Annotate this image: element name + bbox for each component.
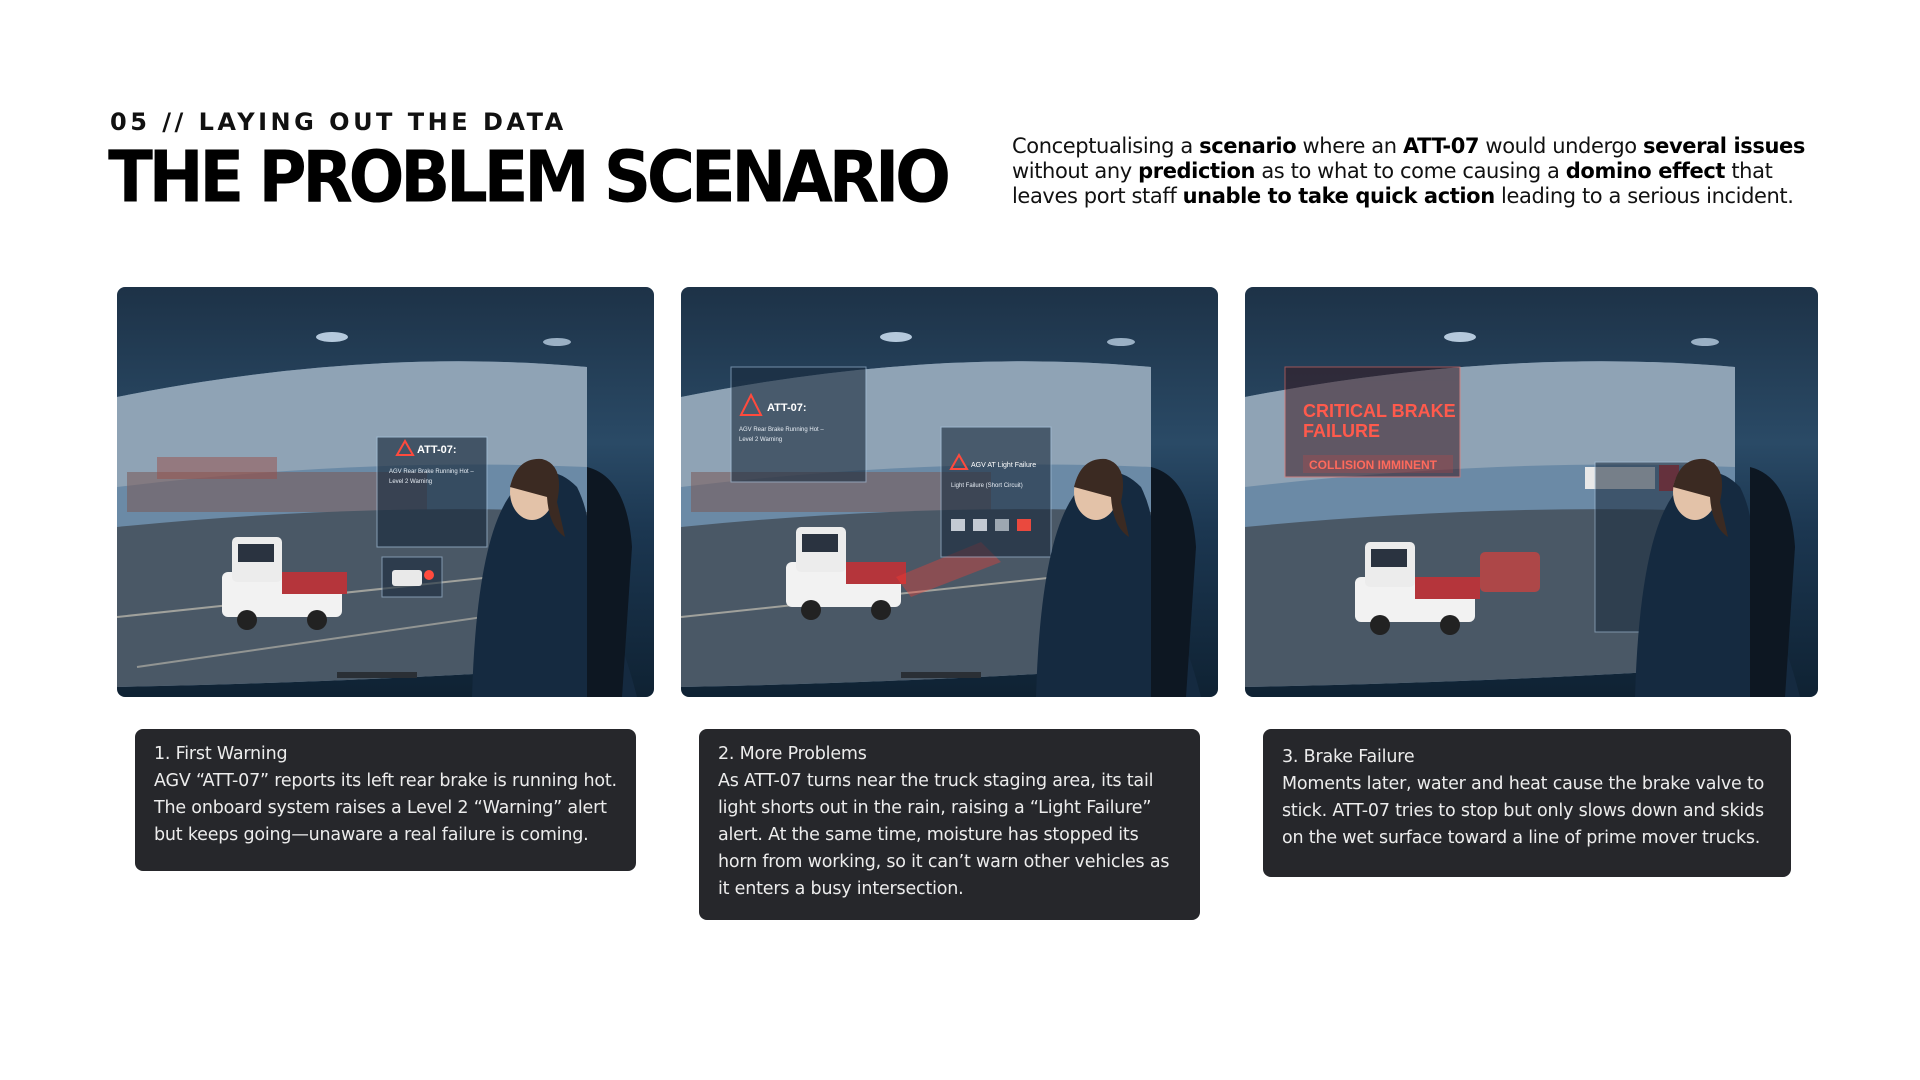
svg-text:Level 2 Warning: Level 2 Warning bbox=[389, 479, 433, 485]
intro-text: leading to a serious incident. bbox=[1494, 184, 1794, 208]
caption-body: AGV “ATT-07” reports its left rear brake is running hot. The onboard system raises a Level 2 “Warning” alert but keeps going—unaware a real failure is coming. bbox=[154, 771, 617, 845]
caption-body: Moments later, water and heat cause the brake valve to stick. ATT-07 tries to stop but only slows down and skids on the wet surface toward a line of prime mover trucks. bbox=[1282, 774, 1765, 848]
caption-first-warning bbox=[135, 729, 636, 871]
page-title: THE PROBLEM SCENARIO bbox=[108, 135, 947, 219]
caption-brake-failure bbox=[1263, 729, 1791, 877]
intro-text: without any bbox=[1012, 159, 1139, 183]
critical-alert-text: CRITICAL BRAKE bbox=[1303, 401, 1456, 421]
intro-text: Conceptualising a bbox=[1012, 134, 1200, 158]
intro-emphasis: ATT-07 bbox=[1402, 134, 1480, 158]
scenario-image-first-warning bbox=[117, 287, 654, 697]
svg-text:COLLISION IMMINENT: COLLISION IMMINENT bbox=[1309, 458, 1437, 472]
scenario-image-brake-failure bbox=[1245, 287, 1818, 697]
alert-title-text: ATT-07: bbox=[417, 444, 457, 456]
intro-text: where an bbox=[1296, 134, 1403, 158]
scenario-image-more-problems bbox=[681, 287, 1218, 697]
caption-more-problems bbox=[699, 729, 1200, 920]
svg-text:AGV Rear Brake Running Hot –: AGV Rear Brake Running Hot – bbox=[739, 427, 824, 433]
intro-text: that leaves port staff bbox=[1012, 159, 1773, 208]
svg-text:ATT-07:: ATT-07: bbox=[767, 402, 807, 414]
intro-emphasis: several issues bbox=[1643, 134, 1806, 158]
section-kicker: 05 // LAYING OUT THE DATA bbox=[110, 108, 567, 136]
svg-text:AGV AT Light Failure: AGV AT Light Failure bbox=[971, 462, 1037, 469]
intro-emphasis: prediction bbox=[1138, 159, 1256, 183]
intro-emphasis: domino effect bbox=[1565, 159, 1726, 183]
intro-text: would undergo bbox=[1479, 134, 1643, 158]
intro-text: as to what to come causing a bbox=[1255, 159, 1566, 183]
caption-title: 2. More Problems bbox=[718, 744, 867, 764]
caption-title: 1. First Warning bbox=[154, 744, 288, 764]
svg-text:Level 2 Warning: Level 2 Warning bbox=[739, 437, 783, 443]
intro-paragraph bbox=[1012, 134, 1832, 209]
intro-emphasis: scenario bbox=[1199, 134, 1297, 158]
intro-emphasis: unable to take quick action bbox=[1182, 184, 1495, 208]
svg-text:FAILURE: FAILURE bbox=[1303, 421, 1381, 441]
caption-title: 3. Brake Failure bbox=[1282, 747, 1415, 767]
svg-text:Light Failure (Short Circuit): Light Failure (Short Circuit) bbox=[951, 483, 1023, 489]
svg-text:AGV Rear Brake Running Hot –: AGV Rear Brake Running Hot – bbox=[389, 469, 474, 475]
caption-body: As ATT-07 turns near the truck staging area, its tail light shorts out in the rain, raising a “Light Failure” alert. At the same time, moisture has stopped its horn from working, so it can’t warn other vehicles as it enters a busy intersection. bbox=[718, 771, 1170, 899]
